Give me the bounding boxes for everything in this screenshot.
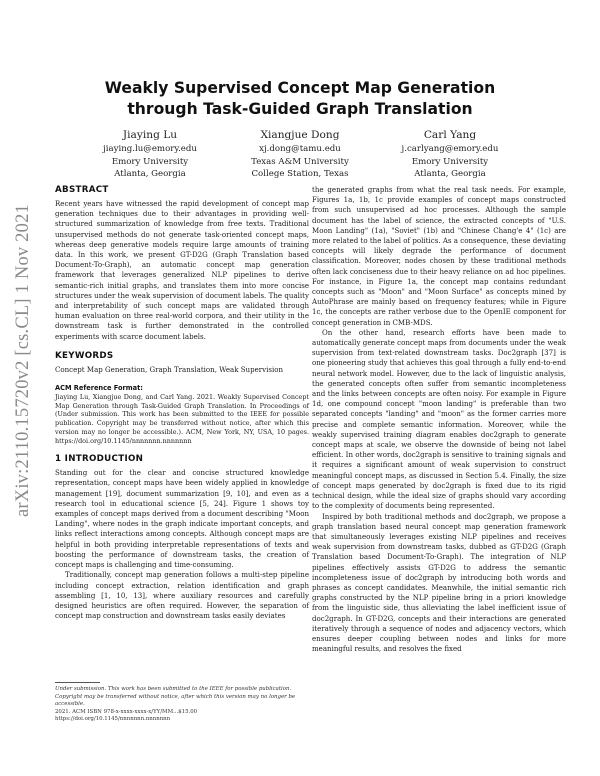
author-email[interactable]: xj.dong@tamu.edu [259,144,341,154]
keywords-heading: KEYWORDS [55,350,114,361]
body-paragraph-2: On the other hand, research efforts have been made to automatically generate concept maps from documents under the weak supervision from text-related downstream tasks. Doc2graph [37] is one pioneering study that achieves this goal through a fully end-to-end neural network model. However, due to the lack of linguistic analysis, the generated concepts often suffer from semantic incompleteness and the links between concepts are often noisy. For example in Figure 1d, one compound concept "moon landing" is preferable than two separated concepts "landing" and "moon" as the former carries more precise and complete semantic information. Moreover, while the weakly supervised training diagram enables doc2graph to generate concept maps at scale, we observe the downside of being not label efficient. In other words, doc2graph is sensitive to training signals and it requires a significant amount of weak supervision to construct meaningful concept maps, as discussed in Section 5.4. Finally, the size of concept maps generated by doc2graph is fixed due to its rigid technical design, while the ideal size of graphs should vary according to the complexity of documents being represented. [312,327,566,511]
submission-notice: Under submission. This work has been submitted to the IEEE for possible publication. Copyright may be transferred without notice, after which this version may no longer be accessible. [55,686,296,707]
acm-reference-text: Jiaying Lu, Xiangjue Dong, and Carl Yang. 2021. Weakly Supervised Concept Map Generation through Task-Guided Graph Translation. In Proceedings of (Under submission. This work has been submitted to the IEEE for possible publication. Copyright may be transferred without notice, after which this version may no longer be accessible.). ACM, New York, NY, USA, 10 pages. https://doi.org/10.1145/nnnnnnn.nnnnnnn [55,393,309,445]
author-name: Jiaying Lu [122,129,178,141]
footnote-divider [55,682,100,683]
author-email[interactable]: j.carlyang@emory.edu [401,144,499,154]
author-location: Atlanta, Georgia [414,169,486,179]
author-block-3 [375,128,525,181]
copyright-line: 2021. ACM ISBN 978-x-xxxx-xxxx-x/YY/MM...$15.00 [55,708,198,715]
author-affiliation: Texas A&M University [251,156,349,167]
acm-reference-heading: ACM Reference Format: [55,384,143,393]
title-line-1: Weakly Supervised Concept Map Generation [104,79,496,97]
intro-paragraph-1: Standing out for the clear and concise structured knowledge representation, concept maps have been widely applied in knowledge management [19], document summarization [9, 10], and even as a research tool in educational science [5, 24]. Figure 1 shows toy examples of concept maps derived from a document describing "Moon Landing", where nodes in the graph indicate important concepts, and links reflect interactions among concepts. Although concept maps are helpful in both providing interpretable representations of texts and boosting the performance of downstream tasks, the creation of concept maps is challenging and time-consuming. [55,468,309,570]
intro-paragraph-2: Traditionally, concept map generation follows a multi-step pipeline including concept extraction, relation identification and graph assembling [1, 10, 13], where auxiliary resources and carefully designed heuristics are often required. However, the separation of concept map construction and downstream tasks easily deviates [55,570,309,621]
body-paragraph-3: Inspired by both traditional methods and doc2graph, we propose a graph translation based neural concept map generation framework that simultaneously leverages existing NLP pipelines and receives weak supervision from downstream tasks, dubbed as GT-D2G (Graph Translation based Document-To-Graph). The integration of NLP pipelines effectively assists GT-D2G to address the semantic incompleteness issue of doc2graph by introducing both words and phrases as concept candidates. Meanwhile, the initial semantic rich graphs constructed by the NLP pipeline bring in a priori knowledge from the linguistic side, thus alleviating the label inefficient issue of doc2graph. In GT-D2G, concepts and their interactions are generated iteratively through a sequence of nodes and adjacency vectors, which ensures deeper coupling between nodes and links for more meaningful results, and resolves the fixed [312,511,566,654]
arxiv-identifier[interactable]: arXiv:2110.15720v2 [cs.CL] 1 Nov 2021 [12,203,33,517]
abstract-heading: ABSTRACT [55,185,109,195]
paper-title [60,78,540,120]
keywords-text: Concept Map Generation, Graph Translation, Weak Supervision [55,364,284,374]
author-name: Carl Yang [423,129,477,141]
left-column [55,185,309,621]
title-line-2: through Task-Guided Graph Translation [127,100,473,118]
author-affiliation: Emory University [111,156,189,167]
body-paragraph-1: the generated graphs from what the real task needs. For example, Figures 1a, 1b, 1c provide examples of concept maps constructed from such unsupervised ad hoc processes. Although the sample document has the label of science, the extracted concepts of "U.S. Moon Landing" (1a), "Soviet" (1b) and "Chinese Chang'e 4" (1c) are more related to the label of politics. As a consequence, these deviating concepts will likely degrade the performance of document classification. Moreover, nodes chosen by these traditional methods often lack conciseness due to their heavy reliance on ad hoc pipelines. For instance, in Figure 1a, the concept map contains redundant concepts such as "Moon" and "Moon Surface" as concepts mined by AutoPhrase are mainly based on frequency features; while in Figure 1c, the concepts are rather verbose due to the OpenIE component for concept generation in CMB-MDS. [312,185,566,327]
introduction-heading: 1 INTRODUCTION [55,454,144,465]
author-block-1 [75,128,225,181]
author-location: College Station, Texas [251,169,349,179]
author-name: Xiangjue Dong [260,129,340,141]
arxiv-identifier-margin [8,150,38,570]
author-email[interactable]: jiaying.lu@emory.edu [103,144,197,154]
author-affiliation: Emory University [411,156,489,167]
author-location: Atlanta, Georgia [114,169,186,179]
abstract-text: Recent years have witnessed the rapid development of concept map generation techniques due to their advantages in providing well-structured summarization of knowledge from free texts. Traditional unsupervised methods do not generate task-oriented concept maps, whereas deep generative models require large amounts of training data. In this work, we present GT-D2G (Graph Translation based Document-To-Graph), an automatic concept map generation framework that leverages generalized NLP pipelines to derive semantic-rich initial graphs, and translates them into more concise structures under the weak supervision of document labels. The quality and interpretability of such concept maps are validated through human evaluation on three real-world corpora, and their utility in the downstream task is further demonstrated in the controlled experiments with scarce document labels. [55,199,309,341]
author-block-2 [225,128,375,181]
right-column [312,185,566,654]
footnotes [55,686,309,724]
doi-link[interactable]: https://doi.org/10.1145/nnnnnnn.nnnnnnn [55,716,171,722]
